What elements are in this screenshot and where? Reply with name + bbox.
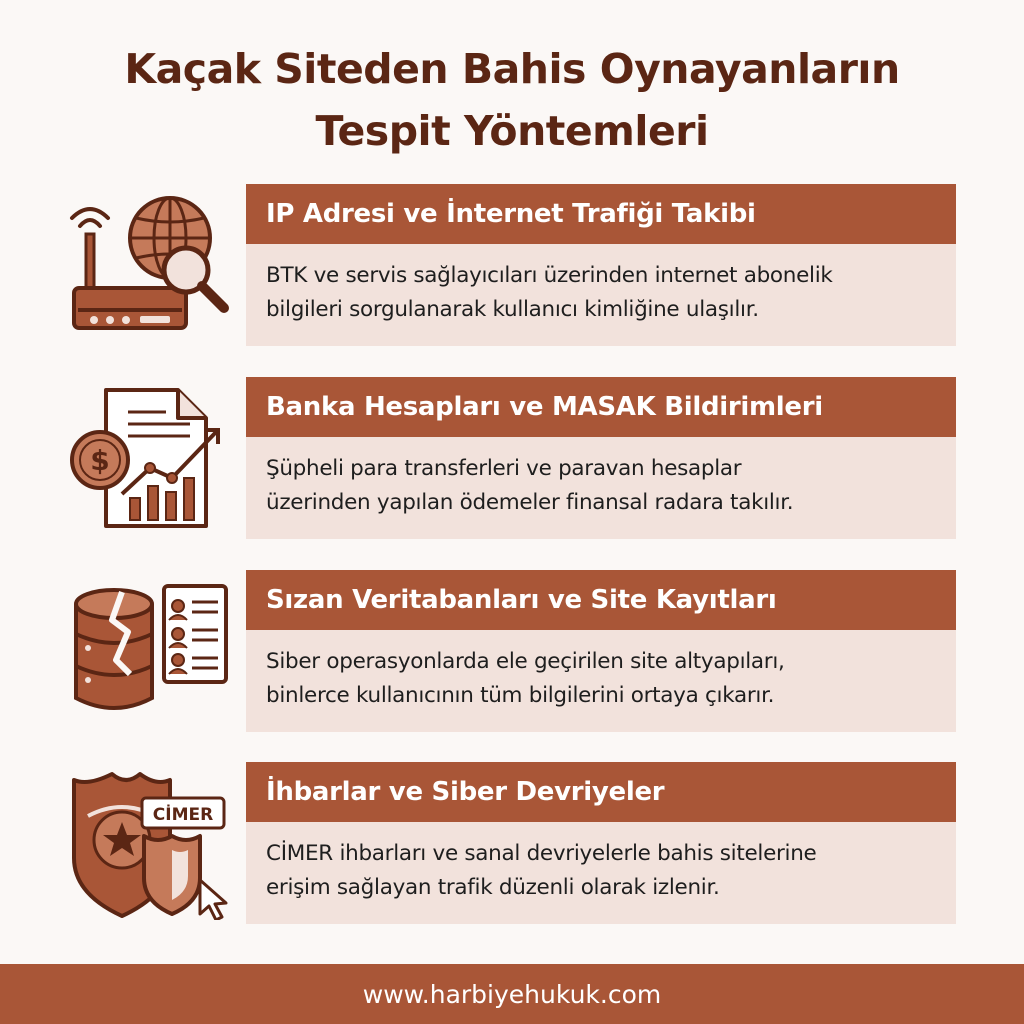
section-description-line: erişim sağlayan trafik düzenli olarak izlenir. [266, 875, 720, 900]
section-heading: Banka Hesapları ve MASAK Bildirimleri [246, 377, 956, 437]
bank-document-chart-icon [66, 386, 236, 536]
section-description [246, 630, 956, 732]
section-heading: İhbarlar ve Siber Devriyeler [246, 762, 956, 822]
footer-bar [0, 964, 1024, 1024]
section-description [246, 437, 956, 539]
section-heading: IP Adresi ve İnternet Trafiği Takibi [246, 184, 956, 244]
router-globe-search-icon [66, 192, 236, 342]
page-title [0, 38, 1024, 162]
svg-text:$: $ [90, 444, 110, 477]
section-description-line: binlerce kullanıcının tüm bilgilerini ortaya çıkarır. [266, 683, 775, 708]
section-description-line: BTK ve servis sağlayıcıları üzerinden internet abonelik [266, 263, 833, 288]
database-leak-icon [66, 578, 236, 728]
section-description [246, 244, 956, 346]
section-description-line: CİMER ihbarları ve sanal devriyelerle bahis sitelerine [266, 841, 817, 866]
section-ip-tracking [246, 184, 956, 346]
police-badge-shield-icon [66, 770, 236, 920]
page-title-line-1: Kaçak Siteden Bahis Oynayanların [124, 45, 900, 93]
section-description-line: Siber operasyonlarda ele geçirilen site altyapıları, [266, 649, 785, 674]
section-description-line: Şüpheli para transferleri ve paravan hesaplar [266, 456, 742, 481]
section-heading: Sızan Veritabanları ve Site Kayıtları [246, 570, 956, 630]
section-reports-cyber-patrol [246, 762, 956, 924]
cimer-label: CİMER [152, 805, 214, 825]
section-bank-masak [246, 377, 956, 539]
footer-url[interactable]: www.harbiyehukuk.com [362, 979, 662, 1009]
section-leaked-databases [246, 570, 956, 732]
section-description-line: üzerinden yapılan ödemeler finansal radara takılır. [266, 490, 794, 515]
section-description [246, 822, 956, 924]
section-description-line: bilgileri sorgulanarak kullanıcı kimliğine ulaşılır. [266, 297, 759, 322]
page-title-line-2: Tespit Yöntemleri [315, 107, 709, 155]
